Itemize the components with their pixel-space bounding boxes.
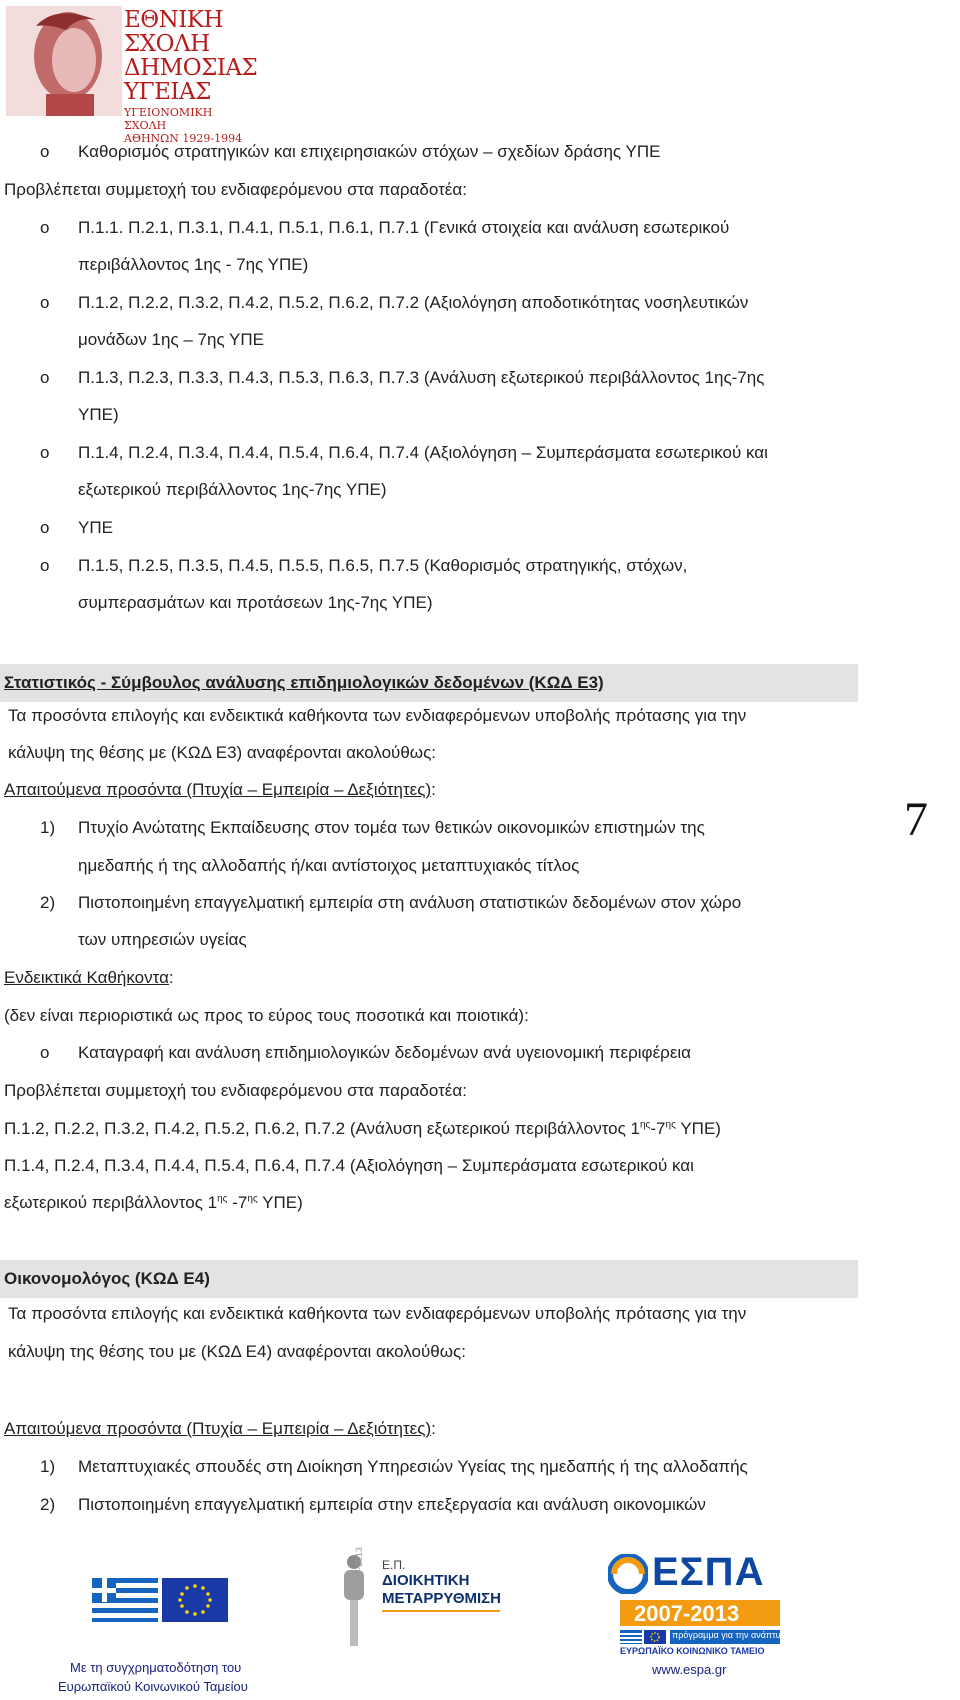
duties-label: [4, 967, 174, 989]
eu-flag-small-icon: [644, 1630, 666, 1644]
deliverable-item: Π.1.2, Π.2.2, Π.3.2, Π.4.2, Π.5.2, Π.6.2, Π.7.2 (Αξιολόγηση αποδοτικότητας νοσηλευτικών: [78, 293, 749, 312]
bullet-marker: o: [40, 368, 50, 387]
deliverable-line: [4, 1192, 303, 1214]
deliverable-item-cont: ΥΠΕ): [78, 405, 119, 424]
espa-fund: ΕΥΡΩΠΑΪΚΟ ΚΟΙΝΩΝΙΚΟ ΤΑΜΕΙΟ: [620, 1646, 765, 1656]
colon: :: [431, 780, 436, 799]
requirements-label: [4, 779, 436, 801]
ep-line2: ΜΕΤΑΡΡΥΘΜΙΣΗ: [382, 1590, 501, 1607]
deliverable-item-cont: μονάδων 1ης – 7ης ΥΠΕ: [78, 330, 265, 349]
ep-divider: [382, 1610, 500, 1612]
espa-years: 2007-2013: [634, 1601, 740, 1626]
espa-title: ΕΣΠΑ: [652, 1550, 765, 1594]
requirement-item: Πιστοποιημένη επαγγελματική εμπειρία στην επεξεργασία και ανάλυση οικονομικών: [78, 1495, 706, 1514]
intro-text: Τα προσόντα επιλογής και ενδεικτικά καθήκοντα των ενδιαφερόμενων υποβολής πρότασης για την: [8, 1304, 747, 1323]
logo-line: ΕΘΝΙΚΗ: [124, 7, 224, 33]
intro-text: κάλυψη της θέσης του με (ΚΩΔ Ε4) αναφέρονται ακολούθως:: [8, 1342, 466, 1361]
participation-text: Προβλέπεται συμμετοχή του ενδιαφερόμενου στα παραδοτέα:: [4, 1081, 467, 1100]
bullet-marker: o: [40, 1043, 50, 1062]
deliverable-item-cont: εξωτερικού περιβάλλοντος 1ης-7ης ΥΠΕ): [78, 480, 387, 499]
ep-years: 2007-2013: [354, 1546, 364, 1590]
bullet-marker: o: [40, 142, 50, 161]
eu-flag-icon: [162, 1578, 228, 1622]
cofunding-line2: Ευρωπαϊκού Κοινωνικού Ταμείου: [58, 1679, 248, 1694]
superscript: ης: [247, 1193, 258, 1205]
deliverable-text: εξωτερικού περιβάλλοντος 1: [4, 1193, 218, 1212]
espa-website-link[interactable]: www.espa.gr: [652, 1662, 727, 1677]
greek-flag-icon: [92, 1578, 158, 1622]
superscript: ης: [665, 1119, 676, 1131]
greek-eu-flags-icon: [92, 1578, 228, 1622]
deliverable-item: Π.1.4, Π.2.4, Π.3.4, Π.4.4, Π.5.4, Π.6.4, Π.7.4 (Αξιολόγηση – Συμπεράσματα εσωτερικού και: [78, 443, 768, 462]
list-number: 2): [40, 1495, 56, 1514]
logo-line: ΔΗΜΟΣΙΑΣ: [124, 55, 258, 81]
school-logo: [6, 6, 258, 145]
deliverable-item: Π.1.5, Π.2.5, Π.3.5, Π.4.5, Π.5.5, Π.6.5, Π.7.5 (Καθορισμός στρατηγικής, στόχων,: [78, 556, 688, 575]
participation-text: Προβλέπεται συμμετοχή του ενδιαφερόμενου στα παραδοτέα:: [4, 180, 467, 199]
logo-subtitle-years: ΑΘΗΝΩΝ 1929-1994: [124, 132, 243, 145]
deliverable-item-cont: συμπερασμάτων και προτάσεων 1ης-7ης ΥΠΕ): [78, 593, 433, 612]
requirement-item: Πτυχίο Ανώτατης Εκπαίδευσης στον τομέα των θετικών οικονομικών επιστημών της: [78, 818, 705, 837]
espa-tagline: πρόγραμμα για την ανάπτυξη: [672, 1630, 790, 1640]
bullet-marker: o: [40, 443, 50, 462]
list-number: 1): [40, 1457, 56, 1476]
intro-text: κάλυψη της θέσης με (ΚΩΔ Ε3) αναφέρονται ακολούθως:: [8, 743, 436, 762]
logo-line: ΣΧΟΛΗ: [124, 31, 210, 57]
bullet-marker: o: [40, 293, 50, 312]
colon: :: [168, 968, 174, 987]
deliverable-text: ΥΠΕ): [257, 1193, 303, 1212]
greek-flag-small-icon: [620, 1630, 642, 1644]
requirements-label-text: Απαιτούμενα προσόντα (Πτυχία – Εμπειρία – Δεξιότητες): [4, 780, 432, 799]
bullet-marker: o: [40, 556, 50, 575]
list-number: 1): [40, 818, 56, 837]
section-title-e4: Οικονομολόγος (ΚΩΔ Ε4): [4, 1269, 210, 1288]
requirements-label-text: Απαιτούμενα προσόντα (Πτυχία – Εμπειρία – Δεξιότητες): [4, 1419, 432, 1438]
deliverable-line: Π.1.4, Π.2.4, Π.3.4, Π.4.4, Π.5.4, Π.6.4, Π.7.4 (Αξιολόγηση – Συμπεράσματα εσωτερικού και: [4, 1156, 694, 1175]
cofunding-line1: Με τη συγχρηματοδότηση του: [70, 1660, 242, 1675]
ep-diikitiki-logo: [334, 1546, 504, 1650]
bullet-marker: o: [40, 218, 50, 237]
logo-subtitle: ΥΓΕΙΟΝΟΜΙΚΗ ΣΧΟΛΗ: [124, 106, 213, 132]
deliverable-text: -7: [650, 1119, 666, 1138]
intro-text: Τα προσόντα επιλογής και ενδεικτικά καθήκοντα των ενδιαφερόμενων υποβολής πρότασης για την: [8, 706, 747, 725]
bullet-marker: o: [40, 518, 50, 537]
deliverable-item: ΥΠΕ: [78, 518, 113, 537]
logo-line: ΥΓΕΙΑΣ: [124, 79, 211, 105]
ep-small-label: Ε.Π.: [382, 1558, 406, 1572]
deliverable-text: ΥΠΕ): [675, 1119, 721, 1138]
deliverable-text: -7: [227, 1193, 248, 1212]
espa-swirl-icon: [608, 1554, 648, 1594]
superscript: ης: [217, 1193, 228, 1205]
deliverable-text: Π.1.2, Π.2.2, Π.3.2, Π.4.2, Π.5.2, Π.6.2, Π.7.2 (Ανάλυση εξωτερικού περιβάλλοντος 1: [4, 1119, 640, 1138]
deliverable-line: [4, 1118, 721, 1140]
colon: :: [431, 1419, 436, 1438]
bullet-text: Καθορισμός στρατηγικών και επιχειρησιακών στόχων – σχεδίων δράσης ΥΠΕ: [78, 142, 661, 161]
requirement-item-cont: των υπηρεσιών υγείας: [78, 930, 247, 949]
ep-line1: ΔΙΟΙΚΗΤΙΚΗ: [382, 1572, 470, 1589]
deliverable-item: Π.1.1. Π.2.1, Π.3.1, Π.4.1, Π.5.1, Π.6.1, Π.7.1 (Γενικά στοιχεία και ανάλυση εσωτερικού: [78, 218, 730, 237]
requirement-item: Μεταπτυχιακές σπουδές στη Διοίκηση Υπηρεσιών Υγείας της ημεδαπής ή της αλλοδαπής: [78, 1457, 748, 1476]
page-number: 7: [904, 793, 928, 846]
duty-item: Καταγραφή και ανάλυση επιδημιολογικών δεδομένων ανά υγειονομική περιφέρεια: [78, 1043, 691, 1062]
duties-label-text: Ενδεικτικά Καθήκοντα: [4, 968, 169, 987]
statue-head-icon: [6, 6, 122, 116]
deliverable-item-cont: περιβάλλοντος 1ης - 7ης ΥΠΕ): [78, 255, 309, 274]
superscript: ης: [640, 1119, 651, 1131]
deliverable-item: Π.1.3, Π.2.3, Π.3.3, Π.4.3, Π.5.3, Π.6.3, Π.7.3 (Ανάλυση εξωτερικού περιβάλλοντος 1ης-7ης: [78, 368, 765, 387]
duties-note: (δεν είναι περιοριστικά ως προς το εύρος τους ποσοτικά και ποιοτικά):: [4, 1006, 529, 1025]
espa-logo: [608, 1548, 790, 1658]
list-number: 2): [40, 893, 56, 912]
requirements-label: [4, 1418, 436, 1440]
requirement-item: Πιστοποιημένη επαγγελματική εμπειρία στη ανάλυση στατιστικών δεδομένων στον χώρο: [78, 893, 742, 912]
section-title-e3: Στατιστικός - Σύμβουλος ανάλυσης επιδημιολογικών δεδομένων (ΚΩΔ Ε3): [4, 673, 604, 692]
requirement-item-cont: ημεδαπής ή της αλλοδαπής ή/και αντίστοιχος μεταπτυχιακός τίτλος: [78, 856, 580, 875]
